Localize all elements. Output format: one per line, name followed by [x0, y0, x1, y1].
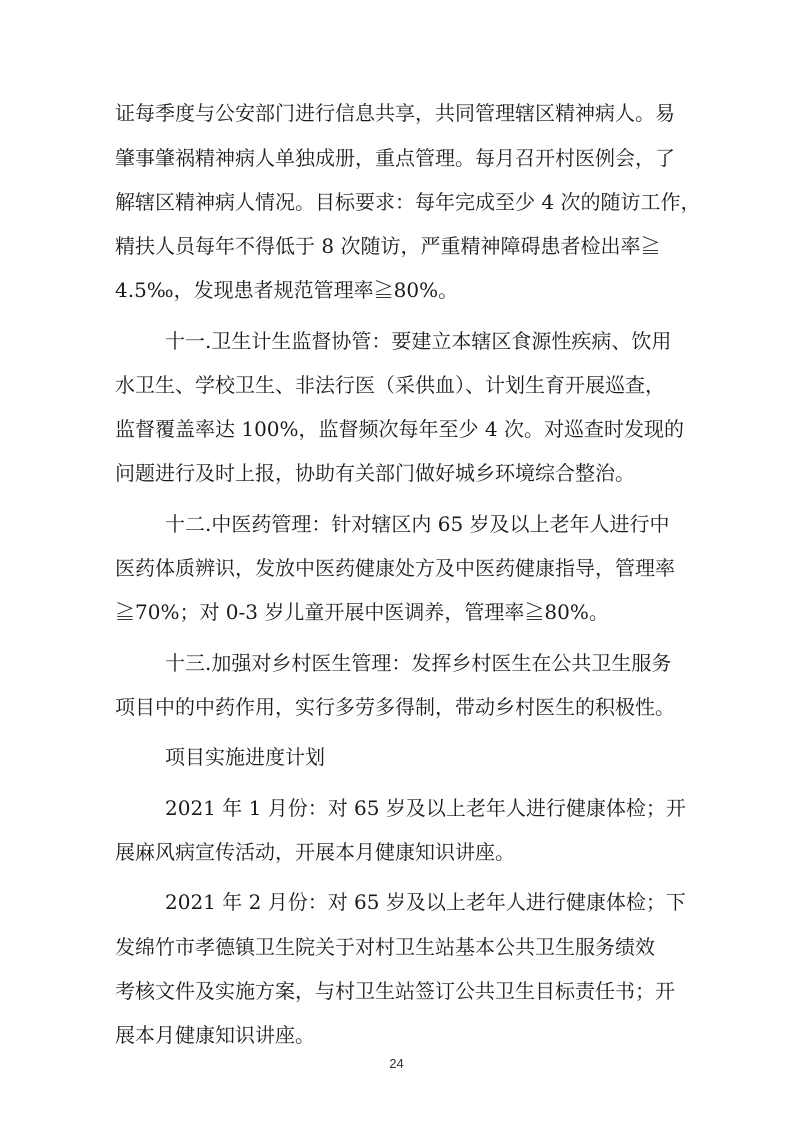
page-number: 24 [389, 1056, 404, 1071]
text-line: 发绵竹市孝德镇卫生院关于对村卫生站基本公共卫生服务绩效 [115, 935, 655, 959]
text-line: 问题进行及时上报，协助有关部门做好城乡环境综合整治。 [115, 461, 635, 485]
text-line: ≧70%；对 0-3 岁儿童开展中医调养，管理率≧80%。 [115, 600, 609, 624]
section-heading: 项目实施进度计划 [165, 745, 325, 769]
text-line: 展麻风病宣传活动，开展本月健康知识讲座。 [115, 840, 515, 864]
text-line: 十一.卫生计生监督协管：要建立本辖区食源性疾病、饮用 [165, 329, 672, 353]
text-line: 2021 年 1 月份：对 65 岁及以上老年人进行健康体检；开 [165, 796, 686, 820]
text-line: 十二.中医药管理：针对辖区内 65 岁及以上老年人进行中 [165, 512, 670, 536]
text-line: 解辖区精神病人情况。目标要求：每年完成至少 4 次的随访工作， [115, 190, 701, 214]
text-line: 医药体质辨识，发放中医药健康处方及中医药健康指导，管理率 [115, 556, 675, 580]
text-line: 精扶人员每年不得低于 8 次随访，严重精神障碍患者检出率≧ [115, 234, 661, 258]
text-line: 水卫生、学校卫生、非法行医（采供血）、计划生育开展巡查， [115, 373, 665, 397]
text-line: 项目中的中药作用，实行多劳多得制，带动乡村医生的积极性。 [115, 695, 675, 719]
text-line: 考核文件及实施方案，与村卫生站签订公共卫生目标责任书；开 [115, 979, 675, 1003]
text-line: 证每季度与公安部门进行信息共享，共同管理辖区精神病人。易 [115, 101, 675, 125]
text-line: 4.5‰，发现患者规范管理率≧80%。 [115, 278, 459, 302]
text-line: 2021 年 2 月份：对 65 岁及以上老年人进行健康体检；下 [165, 890, 686, 914]
text-line: 十三.加强对乡村医生管理：发挥乡村医生在公共卫生服务 [165, 651, 672, 675]
text-line: 展本月健康知识讲座。 [115, 1023, 315, 1047]
text-line: 肇事肇祸精神病人单独成册，重点管理。每月召开村医例会，了 [115, 146, 675, 170]
text-line: 监督覆盖率达 100%，监督频次每年至少 4 次。对巡查时发现的 [115, 417, 684, 441]
